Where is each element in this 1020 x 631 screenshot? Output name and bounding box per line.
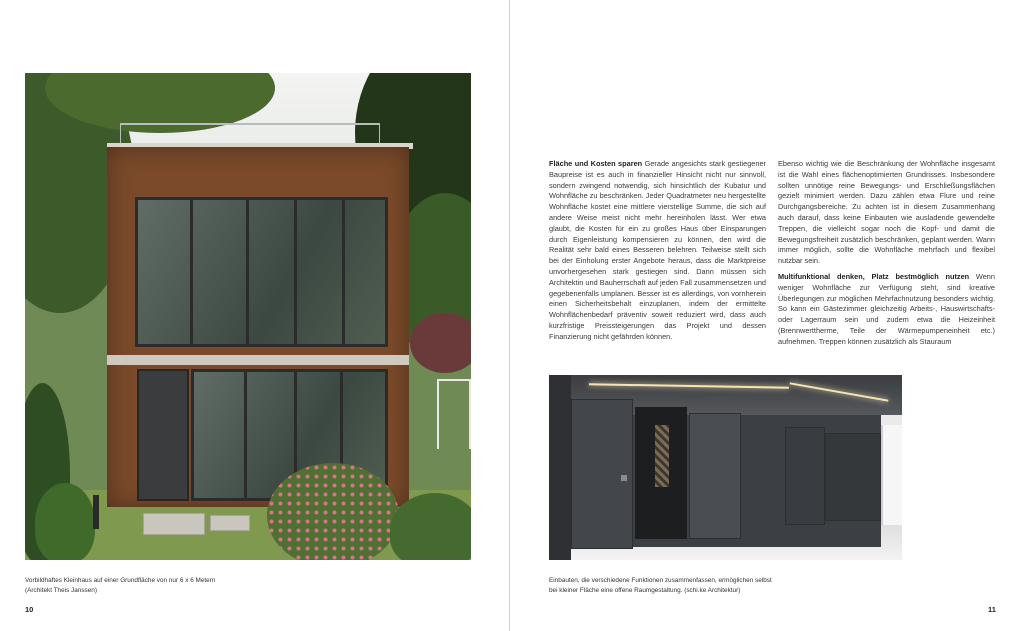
stepping-stone	[143, 513, 205, 535]
house-photo	[25, 73, 471, 560]
text-column-2	[778, 159, 995, 353]
paragraph	[778, 272, 995, 348]
paragraph: Ebenso wichtig wie die Beschränkung der Wohnfläche insgesamt ist die Wahl eines flächenoptimierten Grundrisses. Insbesondere sollten unnötige reine Bewegungs- und Erschließungsflächen gezielt minimiert werden. Dazu zählen etwa Flure und reine Durchgangsbereiche. Zu achten ist in diesem Zusammenhang auch darauf, dass keine Einbauten wie ausladende gewendelte Treppen, die vielleicht sogar noch die Kopf- und damit die Bewegungsfreiheit zusätzlich beschränken, geplant werden. Wann immer möglich, sollte die Wohnfläche mehrfach und flexibel nutzbar sein.	[778, 159, 995, 266]
house-caption-line2: (Architekt Theis Janssen)	[25, 586, 97, 594]
hedge-low-left	[35, 483, 95, 560]
right-page	[510, 0, 1020, 631]
subheading-area-costs: Fläche und Kosten sparen	[549, 159, 643, 168]
window-mullion	[342, 200, 345, 344]
shrub-right	[390, 493, 471, 560]
subheading-multifunctional: Multifunktional denken, Platz bestmöglich nutzen	[778, 271, 970, 281]
window-mullion	[244, 372, 247, 498]
upper-window	[135, 197, 388, 347]
cabinet-panel	[785, 427, 825, 525]
body-text: Gerade angesichts stark gestiegener Baupreise ist es auch in finanzieller Hinsicht nicht nur sinnvoll, sondern zwingend notwendig, sich hinsichtlich der Kubatur und Wohnfläche zu beschränken. Jeder Quadratmeter neu hergestellte Wohnfläche kostet eine mittlere vierstellige Summe, die sich auf andere Weise meist nicht mehr hereinholen lässt. Wer etwa glaubt, die Kosten für ein zu großes Haus über Einsparungen durch Eigenleistung kompensieren zu können, den wird die Realität sehr bald eines Besseren belehren. Teilweise stellt sich bei der Einholung erster Angebote heraus, dass die Marktpreise unvorhergesehen stark gestiegen sind. Dann müssen sich Architektin und Bauherrschaft auf jeden Fall zusammensetzen und gegebenenfalls umplanen. Besser ist es allerdings, von vornherein einen Sicherheitsbehalt einzuplanen, indem der ermittelte Wohnflächenbedarf präventiv soweit reduziert wird, dass auch kurzfristige Preissteigerungen das Projekt und dessen Finanzierung nicht gefährden können.	[549, 159, 766, 341]
roof-railing	[120, 123, 380, 145]
flower-bush	[267, 463, 399, 560]
pergola	[437, 379, 471, 449]
garden-light	[93, 495, 99, 529]
window-mullion	[190, 200, 193, 344]
entrance-door	[137, 369, 189, 501]
cabinet-panel	[825, 433, 881, 521]
sliding-door	[689, 413, 741, 539]
house-caption	[25, 576, 345, 595]
tree-right-red	[410, 313, 471, 373]
niche-decoration	[655, 425, 669, 487]
page-number-right: 11	[988, 605, 996, 614]
floor-band	[107, 355, 409, 365]
interior-caption	[549, 576, 909, 595]
window-reflection	[138, 200, 385, 344]
interior-photo	[549, 375, 902, 560]
window-mullion	[246, 200, 249, 344]
cabinet-panel	[571, 399, 633, 549]
window-mullion	[294, 200, 297, 344]
text-column-1	[549, 159, 766, 348]
paragraph	[549, 159, 766, 343]
side-wall	[549, 375, 571, 560]
window	[881, 425, 902, 525]
stepping-stone	[210, 515, 250, 531]
interior-caption-line2: bei kleiner Fläche eine offene Raumgestaltung. (schi.ke Architektur)	[549, 586, 741, 594]
interior-caption-line1: Einbauten, die verschiedene Funktionen zusammenfassen, ermöglichen selbst	[549, 577, 772, 584]
page-number-left: 10	[25, 605, 34, 614]
house-caption-line1: Vorbildhaftes Kleinhaus auf einer Grundfläche von nur 6 x 6 Metern	[25, 577, 216, 584]
light-switch	[621, 475, 627, 481]
body-text: Wenn weniger Wohnfläche zur Verfügung steht, sind kreative Überlegungen zur möglichen Mehrfachnutzung besonders wichtig. So kann ein Gästezimmer gleichzeitig Arbeits-, Hauswirtschafts- oder Lagerraum sein und zudem etwa die Heizeinheit (Brennwerttherme, Teile der Wärmepumpeneinheit etc.) aufnehmen. Treppen können zusätzlich als Stauraum	[778, 271, 995, 346]
